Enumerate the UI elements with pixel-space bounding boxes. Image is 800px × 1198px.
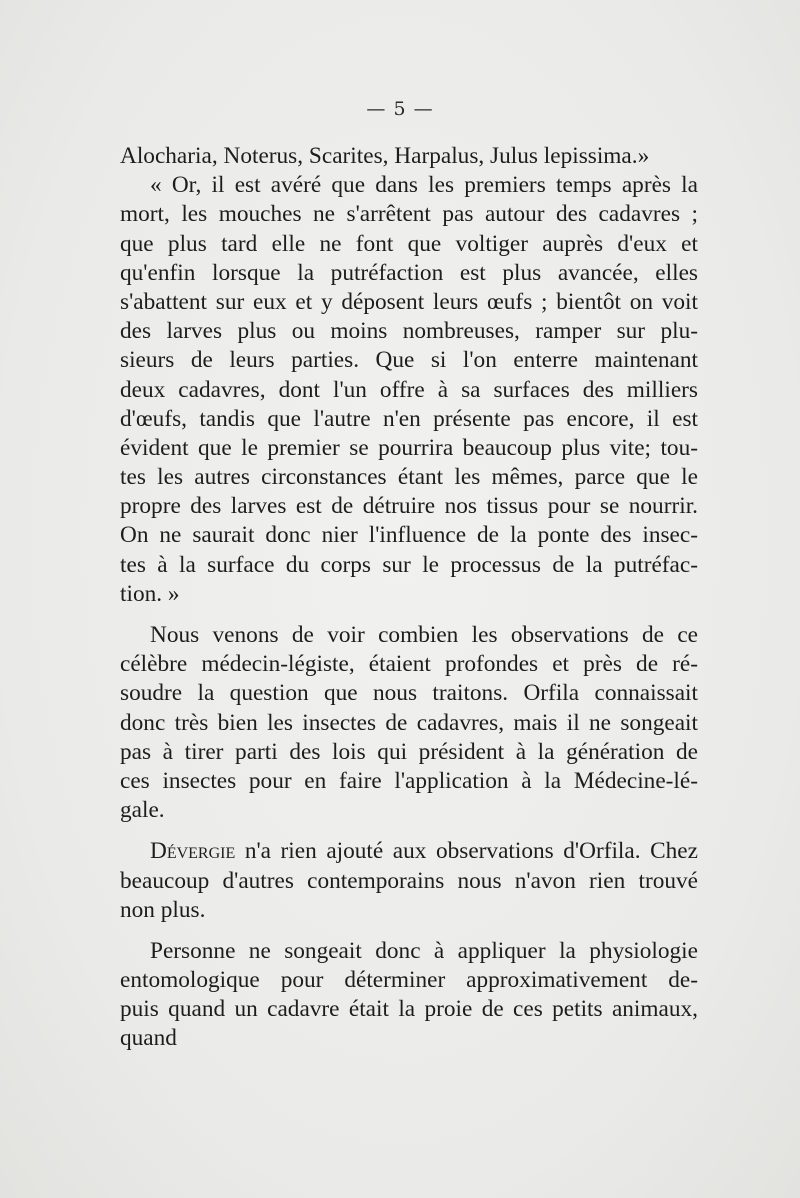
text-line: tion. »: [120, 580, 180, 607]
text-line: On ne saurait donc nier l'influence de la ponte des insec-: [120, 522, 698, 549]
text-line: qu'enfin lorsque la putréfaction est plus avancée, elles: [120, 259, 698, 286]
text-line: célèbre médecin-légiste, étaient profondes et près de ré-: [120, 651, 698, 678]
author-name-small-caps: Dévergie: [150, 838, 236, 865]
text-line: tes à la surface du corps sur le processus de la putréfac-: [120, 551, 698, 578]
text-line: pas à tirer parti des lois qui président à la génération de: [120, 738, 698, 765]
page-number: — 5 —: [366, 98, 434, 120]
paragraph: [120, 837, 698, 925]
text-line: que plus tard elle ne font que voltiger auprès d'eux et: [120, 230, 698, 257]
body-text: [120, 142, 698, 1054]
text-line: évident que le premier se pourrira beaucoup plus vite; tou-: [120, 434, 698, 461]
text-line: s'abattent sur eux et y déposent leurs œufs ; bientôt on voit: [120, 288, 698, 315]
text-line: sieurs de leurs parties. Que si l'on enterre maintenant: [120, 347, 698, 374]
text-line: Nous venons de voir combien les observations de ce: [150, 622, 698, 648]
paragraph: [120, 937, 698, 1054]
text-line: quand: [120, 1025, 177, 1052]
text-line: des larves plus ou moins nombreuses, ramper sur plu-: [120, 318, 698, 345]
text-line: gale.: [120, 797, 165, 824]
paragraph: [120, 171, 698, 609]
text-line: deux cadavres, dont l'un offre à sa surfaces des milliers: [120, 376, 698, 403]
paragraph: [120, 621, 698, 825]
text-line: soudre la question que nous traitons. Orfila connaissait: [120, 680, 698, 707]
text-line: puis quand un cadavre était la proie de ces petits animaux,: [120, 996, 698, 1023]
text-line: propre des larves est de détruire nos tissus pour se nourrir.: [120, 493, 698, 520]
text-line: tes les autres circonstances étant les mêmes, parce que le: [120, 464, 698, 491]
text-line: non plus.: [120, 896, 206, 923]
text-line: beaucoup d'autres contemporains nous n'avon rien trouvé: [120, 867, 698, 894]
text-line: ces insectes pour en faire l'application à la Médecine-lé-: [120, 767, 698, 794]
text-line: donc très bien les insectes de cadavres, mais il ne songeait: [120, 709, 698, 736]
text-line: [120, 837, 698, 866]
text-line: Alocharia, Noterus, Scarites, Harpalus, Julus lepissima.»: [120, 143, 650, 169]
paragraph: [120, 142, 698, 171]
text-line-rest: n'a rien ajouté aux observations d'Orfila. Chez: [235, 838, 698, 865]
text-line: entomologique pour déterminer approximativement de-: [120, 967, 698, 994]
text-line: d'œufs, tandis que l'autre n'en présente pas encore, il est: [120, 405, 698, 432]
text-line: mort, les mouches ne s'arrêtent pas autour des cadavres ;: [120, 201, 698, 228]
text-line: « Or, il est avéré que dans les premiers temps après la: [150, 172, 698, 199]
text-line: Personne ne songeait donc à appliquer la physiologie: [150, 937, 698, 964]
